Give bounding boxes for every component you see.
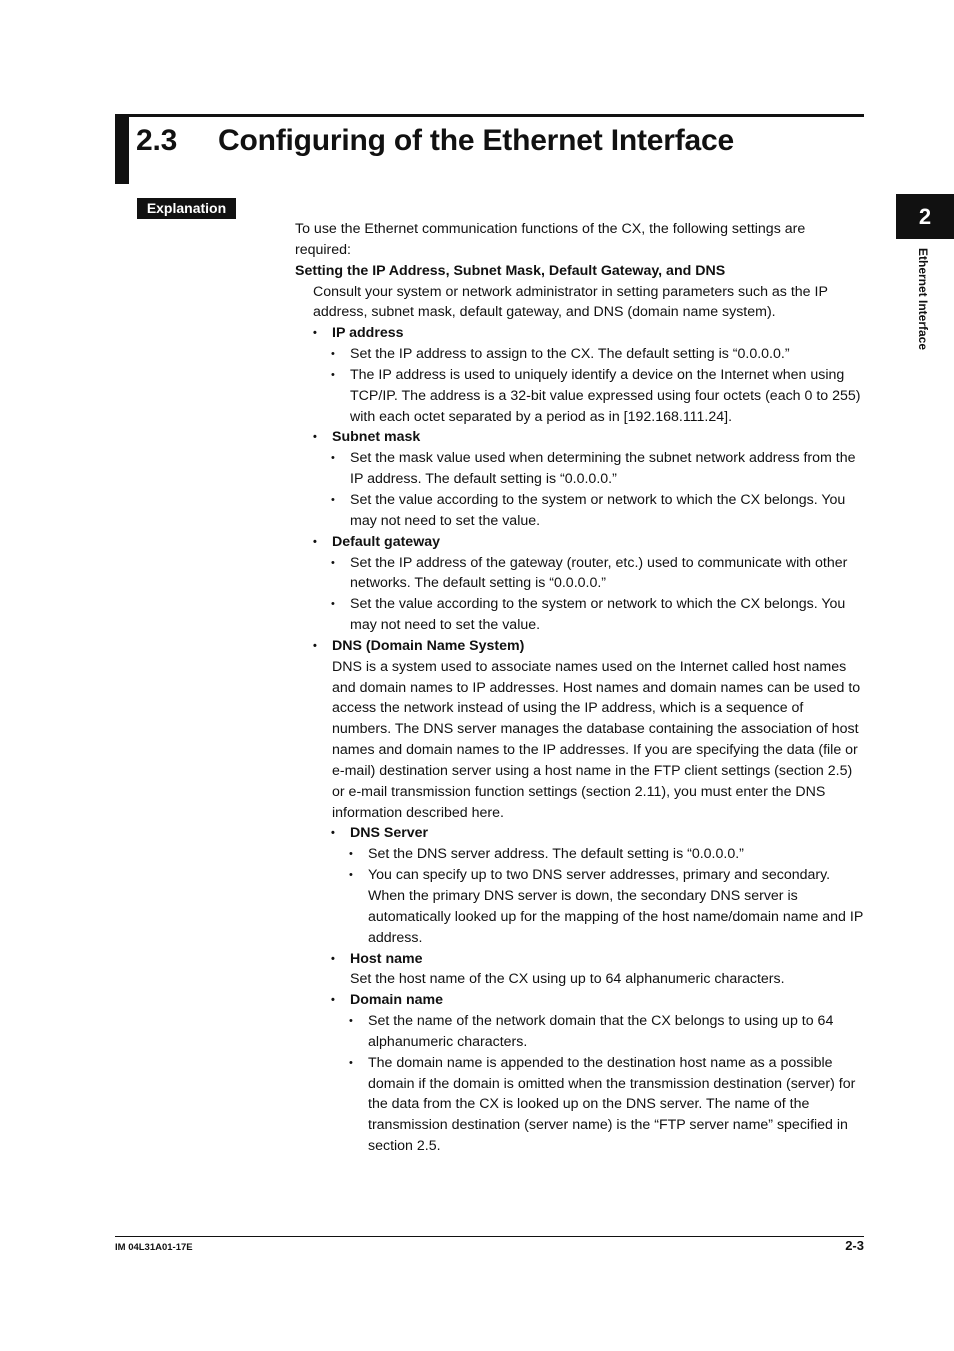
bullet-dot: • <box>313 327 317 340</box>
list-item <box>295 865 865 948</box>
dns-desc: DNS is a system used to associate names used on the Internet called host names and domain names to IP addresses. Host names and domain names can be used to access the network instead of using the IP address, which is a sequence of numbers. The DNS server manages the database containing the association of host names and domain names to the IP addresses. If you are specifying the data (file or e-mail) destination server using a host name in the FTP client settings (section 2.5) or e-mail transmission function settings (section 2.11), you must enter the DNS information described here. <box>332 658 861 821</box>
chapter-tab-label <box>916 248 936 428</box>
bullet-dot: • <box>313 535 317 548</box>
footer-doc-id: IM 04L31A01-17E <box>115 1242 193 1253</box>
subheading-desc: Consult your system or network administrator in setting parameters such as the IP address, subnet mask, default gateway, and DNS (domain name system). <box>313 283 828 321</box>
default-gateway-bullet <box>295 532 865 553</box>
subnet-mask-bullet <box>295 427 865 448</box>
list-item <box>295 594 865 636</box>
bullet-dot: • <box>349 848 353 861</box>
bullet-dot: • <box>331 556 335 569</box>
bullet-dot: • <box>331 348 335 361</box>
dns-server-title: DNS Server <box>350 825 429 842</box>
ip-address-title: IP address <box>332 325 404 342</box>
domain-name-title: Domain name <box>350 992 444 1009</box>
list-item <box>295 844 865 865</box>
footer-page-number: 2-3 <box>845 1238 864 1253</box>
footer-rule <box>115 1236 864 1237</box>
subnet-mask-title: Subnet mask <box>332 429 421 446</box>
chapter-tab: 2 <box>896 194 954 239</box>
subheading: Setting the IP Address, Subnet Mask, Default Gateway, and DNS <box>295 262 726 279</box>
list-item-text: Set the IP address of the gateway (router, etc.) used to communicate with other networks. The default setting is “0.0.0.0.” <box>350 554 848 592</box>
list-item <box>295 553 865 595</box>
default-gateway-title: Default gateway <box>332 533 441 550</box>
host-name-desc: Set the host name of the CX using up to 64 alphanumeric characters. <box>350 971 785 988</box>
list-item <box>295 344 865 365</box>
bullet-dot: • <box>331 952 335 965</box>
domain-name-bullet <box>295 990 865 1011</box>
list-item-text: The IP address is used to uniquely identify a device on the Internet when using TCP/IP. The address is a 32-bit value expressed using four octets (each 0 to 255) with each octet separated by a period as in [192.168.111.24]. <box>350 366 861 425</box>
list-item-text: Set the mask value used when determining the subnet network address from the IP address. The default setting is “0.0.0.0.” <box>350 450 856 488</box>
body-content <box>295 219 865 1157</box>
bullet-dot: • <box>313 431 317 444</box>
bullet-dot: • <box>331 493 335 506</box>
list-item-text: Set the DNS server address. The default setting is “0.0.0.0.” <box>368 846 744 863</box>
list-item <box>295 1053 865 1157</box>
top-rule <box>115 114 864 117</box>
section-title: Configuring of the Ethernet Interface <box>218 124 734 157</box>
section-number: 2.3 <box>136 124 178 157</box>
dns-server-bullet <box>295 823 865 844</box>
list-item <box>295 365 865 428</box>
list-item <box>295 490 865 532</box>
list-item-text: Set the value according to the system or network to which the CX belongs. You may not need to set the value. <box>350 596 846 634</box>
section-heading <box>136 124 734 158</box>
list-item <box>295 448 865 490</box>
bullet-dot: • <box>331 452 335 465</box>
bullet-dot: • <box>331 994 335 1007</box>
list-item-text: Set the value according to the system or network to which the CX belongs. You may not need to set the value. <box>350 491 846 529</box>
intro-text: To use the Ethernet communication functions of the CX, the following settings are required: <box>295 221 806 258</box>
bullet-dot: • <box>349 869 353 882</box>
explanation-badge: Explanation <box>137 198 236 219</box>
dns-title: DNS (Domain Name System) <box>332 637 525 654</box>
host-name-title: Host name <box>350 950 423 967</box>
dns-bullet <box>295 636 865 657</box>
ip-address-bullet <box>295 323 865 344</box>
list-item-text: The domain name is appended to the destination host name as a possible domain if the domain is omitted when the transmission destination (server) for the data from the CX is looked up on the DNS server. The name of the transmission destination (server name) is the “FTP server name” specified in section 2.5. <box>368 1054 856 1155</box>
list-item <box>295 1011 865 1053</box>
bullet-dot: • <box>349 1015 353 1028</box>
bullet-dot: • <box>331 827 335 840</box>
list-item-text: Set the name of the network domain that the CX belongs to using up to 64 alphanumeric characters. <box>368 1013 834 1050</box>
list-item-text: You can specify up to two DNS server addresses, primary and secondary. When the primary DNS server is down, the secondary DNS server is automatically looked up for the mapping of the host name/domain name and IP address. <box>368 867 864 946</box>
list-item-text: Set the IP address to assign to the CX. The default setting is “0.0.0.0.” <box>350 346 790 363</box>
chapter-tab-label-text: Ethernet Interface <box>916 248 930 351</box>
host-name-bullet <box>295 949 865 970</box>
bullet-dot: • <box>349 1056 353 1069</box>
section-bar <box>115 114 129 184</box>
bullet-dot: • <box>313 639 317 652</box>
bullet-dot: • <box>331 598 335 611</box>
bullet-dot: • <box>331 368 335 381</box>
